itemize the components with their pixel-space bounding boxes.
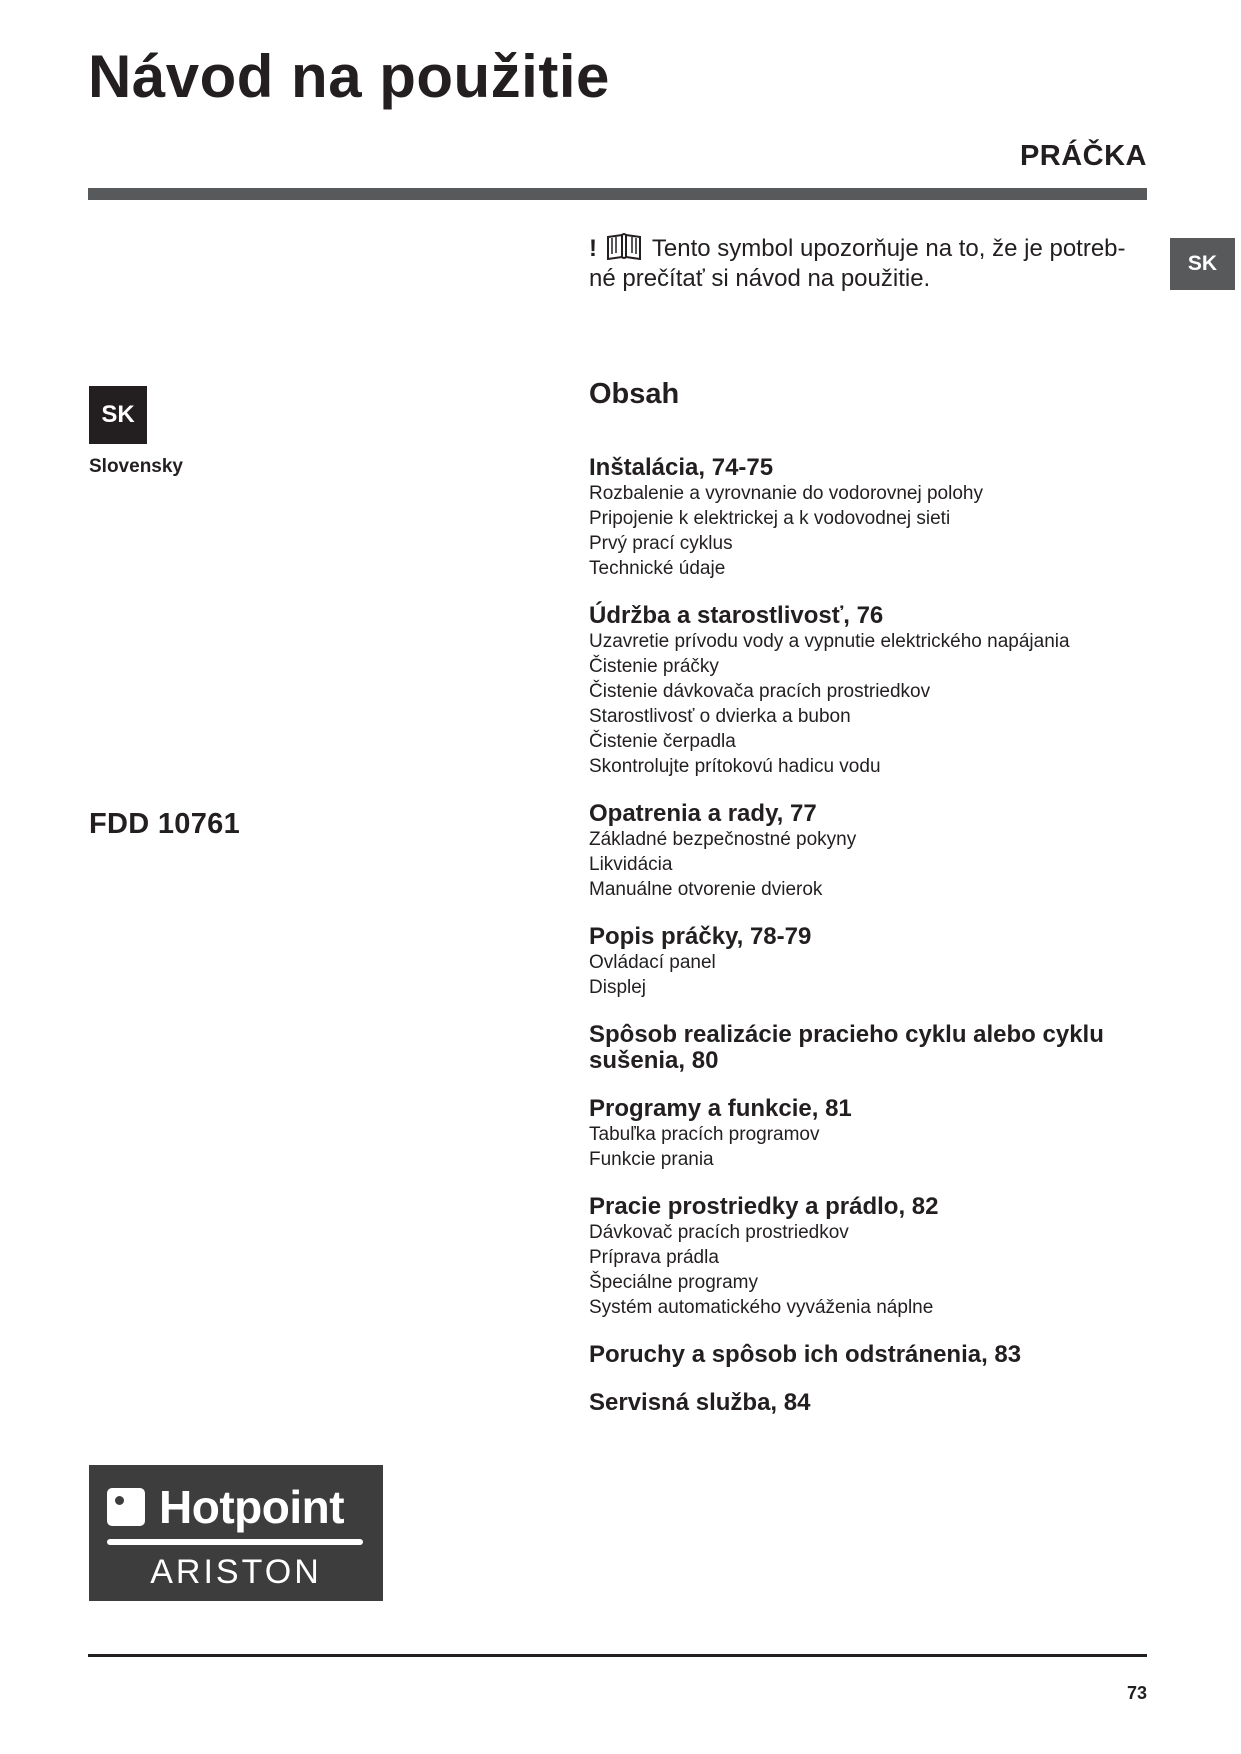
- toc-item[interactable]: Rozbalenie a vyrovnanie do vodorovnej polohy: [589, 483, 983, 504]
- toc-section-title[interactable]: Programy a funkcie, 81: [589, 1095, 852, 1122]
- toc-item[interactable]: Čistenie čerpadla: [589, 731, 736, 752]
- toc-item[interactable]: Čistenie práčky: [589, 656, 719, 677]
- logo-brand: Hotpoint: [159, 1481, 345, 1533]
- toc-section-title[interactable]: Pracie prostriedky a prádlo, 82: [589, 1193, 939, 1220]
- warning-mark: !: [589, 235, 597, 262]
- toc-item[interactable]: Prvý prací cyklus: [589, 533, 733, 554]
- book-icon: [606, 232, 642, 266]
- toc-item[interactable]: Uzavretie prívodu vody a vypnutie elektrického napájania: [589, 631, 1070, 652]
- footer-divider: [88, 1654, 1147, 1657]
- toc-item-list: [589, 950, 1149, 1000]
- language-side-tab[interactable]: SK: [1170, 238, 1235, 290]
- toc-item[interactable]: Manuálne otvorenie dvierok: [589, 879, 823, 900]
- toc-item[interactable]: Technické údaje: [589, 558, 726, 579]
- toc-section: [589, 924, 1149, 1000]
- toc-section: [589, 455, 1149, 581]
- header-divider: [88, 188, 1147, 200]
- notice-text: Tento symbol upozorňuje na to, že je potreb-né prečítať si návod na použitie.: [589, 235, 1126, 292]
- toc-section: [589, 1390, 1149, 1416]
- model-number: FDD 10761: [89, 808, 240, 840]
- toc-item[interactable]: Likvidácia: [589, 854, 673, 875]
- toc-item-list: [589, 481, 1149, 581]
- toc-section-title[interactable]: Spôsob realizácie pracieho cyklu alebo cyklu sušenia, 80: [589, 1021, 1104, 1074]
- toc-item[interactable]: Skontrolujte prítokovú hadicu vodu: [589, 756, 881, 777]
- toc-item-list: [589, 629, 1149, 779]
- toc-item-list: [589, 1122, 1149, 1172]
- toc-item[interactable]: Príprava prádla: [589, 1247, 719, 1268]
- logo-divider: [107, 1539, 363, 1545]
- toc-item[interactable]: Tabuľka pracích programov: [589, 1124, 820, 1145]
- toc-section: [589, 1096, 1149, 1172]
- toc-section: [589, 1194, 1149, 1320]
- logo-mark-icon: [107, 1488, 145, 1526]
- page-number: 73: [1126, 1683, 1147, 1703]
- toc-item-list: [589, 1220, 1149, 1320]
- toc-section: [589, 603, 1149, 779]
- toc-title: Obsah: [589, 378, 680, 410]
- toc-section-title[interactable]: Servisná služba, 84: [589, 1389, 811, 1416]
- toc-item[interactable]: Ovládací panel: [589, 952, 716, 973]
- notice: [589, 232, 1149, 292]
- toc-item[interactable]: Pripojenie k elektrickej a k vodovodnej sieti: [589, 508, 951, 529]
- toc-section: [589, 801, 1149, 902]
- toc-item[interactable]: Čistenie dávkovača pracích prostriedkov: [589, 681, 931, 702]
- toc-item[interactable]: Základné bezpečnostné pokyny: [589, 829, 857, 850]
- toc-item-list: [589, 827, 1149, 902]
- toc-item[interactable]: Systém automatického vyváženia náplne: [589, 1297, 934, 1318]
- hotpoint-ariston-logo: [89, 1465, 383, 1601]
- toc-section: [589, 1342, 1149, 1368]
- toc-item[interactable]: Starostlivosť o dvierka a bubon: [589, 706, 851, 727]
- toc-section: [589, 1022, 1149, 1074]
- toc-item[interactable]: Špeciálne programy: [589, 1272, 758, 1293]
- language-label: Slovensky: [89, 456, 183, 477]
- toc-section-title[interactable]: Popis práčky, 78-79: [589, 923, 812, 950]
- toc-section-title[interactable]: Poruchy a spôsob ich odstránenia, 83: [589, 1341, 1022, 1368]
- toc-section-title[interactable]: Opatrenia a rady, 77: [589, 800, 817, 827]
- product-type: PRÁČKA: [1019, 140, 1147, 172]
- toc-item[interactable]: Displej: [589, 977, 647, 998]
- toc-section-title[interactable]: Inštalácia, 74-75: [589, 454, 774, 481]
- page-title: Návod na použitie: [88, 43, 610, 110]
- language-badge: SK: [89, 386, 147, 444]
- table-of-contents: [589, 455, 1149, 1438]
- toc-item[interactable]: Dávkovač pracích prostriedkov: [589, 1222, 849, 1243]
- toc-item[interactable]: Funkcie prania: [589, 1149, 714, 1170]
- toc-section-title[interactable]: Údržba a starostlivosť, 76: [589, 602, 884, 629]
- logo-subbrand: ARISTON: [150, 1553, 322, 1591]
